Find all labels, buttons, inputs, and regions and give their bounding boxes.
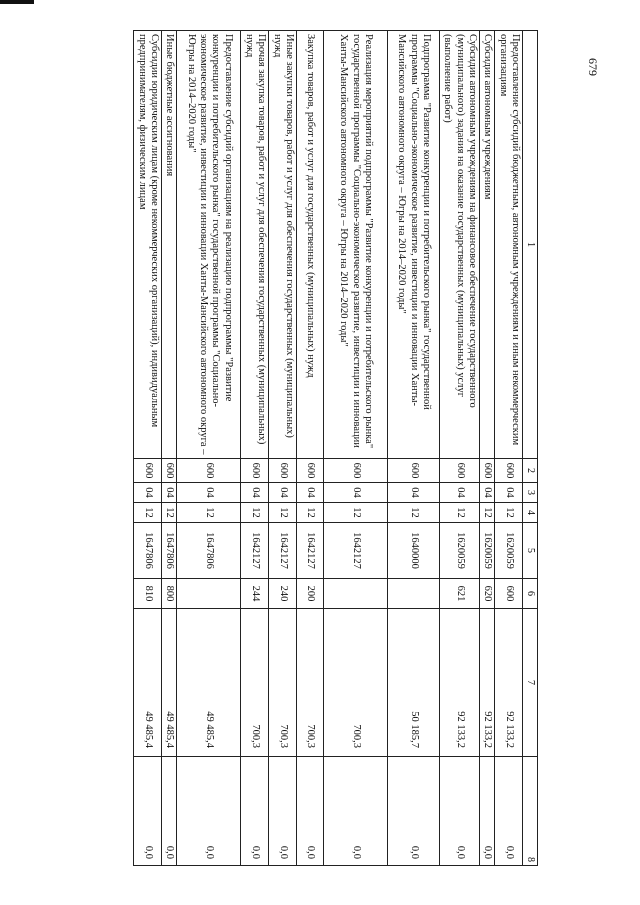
cell-c3: 04 <box>177 483 241 503</box>
cell-c5: 1620059 <box>480 523 495 579</box>
cell-c2: 600 <box>269 459 297 483</box>
cell-c4: 12 <box>387 503 439 523</box>
cell-c5: 1647806 <box>177 523 241 579</box>
cell-c3: 04 <box>439 483 479 503</box>
table-row <box>134 31 162 866</box>
cell-c2: 600 <box>134 459 162 483</box>
cell-c2: 600 <box>241 459 269 483</box>
cell-c8: 0,0 <box>241 757 269 866</box>
cell-c5: 1642127 <box>241 523 269 579</box>
row-description: Субсидии автономным учреждениям <box>480 31 495 459</box>
cell-c4: 12 <box>241 503 269 523</box>
cell-c3: 04 <box>495 483 523 503</box>
cell-c7: 700,3 <box>323 609 387 757</box>
row-description: Подпрограмма "Развитие конкуренции и потребительского рынка" государственной программы "Социально-экономическое развитие, инвестиции и инновации Ханты-Мансийского автономного округа – Югры на 2014–2020 годы" <box>387 31 439 459</box>
header-cell: 4 <box>523 503 538 523</box>
cell-c7: 49 485,4 <box>177 609 241 757</box>
cell-c2: 600 <box>162 459 177 483</box>
table-row <box>439 31 479 866</box>
cell-c3: 04 <box>241 483 269 503</box>
cell-c7: 92 133,2 <box>439 609 479 757</box>
header-cell: 5 <box>523 523 538 579</box>
cell-c4: 12 <box>439 503 479 523</box>
cell-c2: 600 <box>387 459 439 483</box>
cell-c8: 0,0 <box>480 757 495 866</box>
row-description: Субсидии юридическим лицам (кроме некоммерческих организаций), индивидуальным предпринимателям, физическим лицам <box>134 31 162 459</box>
cell-c8: 0,0 <box>296 757 323 866</box>
cell-c8: 0,0 <box>439 757 479 866</box>
cell-c2: 600 <box>296 459 323 483</box>
row-description: Субсидии автономным учреждениям на финансовое обеспечение государственного (муниципального) задания на оказание государственных (муниципальных) услуг (выполнение работ) <box>439 31 479 459</box>
cell-c7: 92 133,2 <box>480 609 495 757</box>
cell-c5: 1647806 <box>134 523 162 579</box>
cell-c6: 621 <box>439 579 479 609</box>
scan-edge-mark <box>0 0 34 4</box>
row-description: Прочая закупка товаров, работ и услуг для обеспечения государственных (муниципальных) нужд <box>241 31 269 459</box>
table-row <box>296 31 323 866</box>
cell-c6 <box>177 579 241 609</box>
cell-c7: 92 133,2 <box>495 609 523 757</box>
cell-c7: 700,3 <box>241 609 269 757</box>
cell-c7: 700,3 <box>269 609 297 757</box>
header-cell: 3 <box>523 483 538 503</box>
cell-c2: 600 <box>495 459 523 483</box>
table-row <box>241 31 269 866</box>
cell-c3: 04 <box>134 483 162 503</box>
cell-c2: 600 <box>480 459 495 483</box>
table-row <box>323 31 387 866</box>
cell-c6: 200 <box>296 579 323 609</box>
cell-c8: 0,0 <box>177 757 241 866</box>
header-row <box>523 31 538 866</box>
header-cell: 7 <box>523 609 538 757</box>
cell-c5: 1642127 <box>269 523 297 579</box>
cell-c6: 600 <box>495 579 523 609</box>
cell-c5: 1640000 <box>387 523 439 579</box>
cell-c5: 1647806 <box>162 523 177 579</box>
row-description: Предоставление субсидий организациям на реализацию подпрограммы "Развитие конкуренции и потребительского рынка" государственной программы "Социально-экономическое развитие, инвестиции и инновации Ханты-Мансийского автономного округа – Югры на 2014–2020 годы" <box>177 31 241 459</box>
cell-c4: 12 <box>495 503 523 523</box>
table-row <box>480 31 495 866</box>
cell-c8: 0,0 <box>134 757 162 866</box>
cell-c8: 0,0 <box>387 757 439 866</box>
cell-c4: 12 <box>177 503 241 523</box>
cell-c4: 12 <box>134 503 162 523</box>
row-description: Предоставление субсидий бюджетным, автономным учреждениям и иным некоммерческим организациям <box>495 31 523 459</box>
cell-c4: 12 <box>323 503 387 523</box>
table-row <box>177 31 241 866</box>
cell-c5: 1620059 <box>439 523 479 579</box>
cell-c3: 04 <box>296 483 323 503</box>
cell-c7: 50 185,7 <box>387 609 439 757</box>
table-row <box>387 31 439 866</box>
budget-table-rotated <box>83 30 538 865</box>
cell-c7: 700,3 <box>296 609 323 757</box>
row-description: Иные бюджетные ассигнования <box>162 31 177 459</box>
cell-c5: 1642127 <box>296 523 323 579</box>
cell-c2: 600 <box>177 459 241 483</box>
cell-c4: 12 <box>269 503 297 523</box>
cell-c7: 49 485,4 <box>134 609 162 757</box>
table-row <box>162 31 177 866</box>
cell-c3: 04 <box>162 483 177 503</box>
cell-c3: 04 <box>323 483 387 503</box>
row-description: Иные закупки товаров, работ и услуг для обеспечения государственных (муниципальных) нужд <box>269 31 297 459</box>
cell-c2: 600 <box>439 459 479 483</box>
table-row <box>269 31 297 866</box>
header-cell: 1 <box>523 31 538 459</box>
header-cell: 8 <box>523 757 538 866</box>
budget-table <box>133 30 538 866</box>
cell-c6: 810 <box>134 579 162 609</box>
cell-c6 <box>323 579 387 609</box>
cell-c8: 0,0 <box>269 757 297 866</box>
cell-c6: 800 <box>162 579 177 609</box>
header-cell: 2 <box>523 459 538 483</box>
cell-c4: 12 <box>162 503 177 523</box>
cell-c5: 1642127 <box>323 523 387 579</box>
cell-c8: 0,0 <box>162 757 177 866</box>
page-number: 679 <box>586 58 600 76</box>
header-cell: 6 <box>523 579 538 609</box>
cell-c4: 12 <box>296 503 323 523</box>
cell-c8: 0,0 <box>495 757 523 866</box>
cell-c6 <box>387 579 439 609</box>
cell-c5: 1620059 <box>495 523 523 579</box>
table-row <box>495 31 523 866</box>
row-description: Закупка товаров, работ и услуг для государственных (муниципальных) нужд <box>296 31 323 459</box>
cell-c7: 49 485,4 <box>162 609 177 757</box>
cell-c8: 0,0 <box>323 757 387 866</box>
cell-c3: 04 <box>480 483 495 503</box>
row-description: Реализация мероприятий подпрограммы "Развитие конкуренции и потребительского рынка" государственной программы "Социально-экономическое развитие, инвестиции и инновации Ханты-Мансийского автономного округа – Югры на 2014–2020 годы" <box>323 31 387 459</box>
cell-c6: 240 <box>269 579 297 609</box>
cell-c3: 04 <box>387 483 439 503</box>
cell-c3: 04 <box>269 483 297 503</box>
cell-c6: 244 <box>241 579 269 609</box>
cell-c4: 12 <box>480 503 495 523</box>
cell-c2: 600 <box>323 459 387 483</box>
cell-c6: 620 <box>480 579 495 609</box>
